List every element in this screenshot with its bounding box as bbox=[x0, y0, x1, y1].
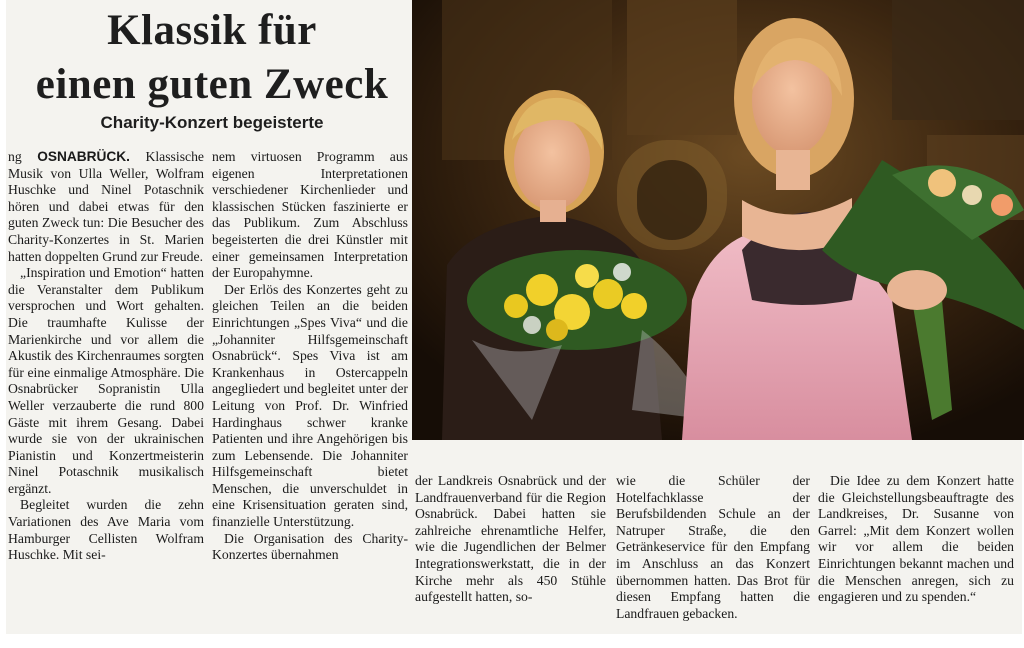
concert-photo-illustration bbox=[412, 0, 1024, 440]
paragraph: Der Erlös des Konzertes geht zu gleichen Teilen an die beiden Einrichtungen „Spes Viva“ und die „Johanniter Hilfsgemeinschaft Osnabrück“. Spes Viva ist am Krankenhaus in Ostercappeln angegliedert und begleitet unter der Leitung von Prof. Dr. Winfried Hardinghaus schwer kranke Patienten und ihre Angehörigen bis zum Lebensende. Die Johanniter Hilfsgemeinschaft bietet Menschen, die unverschuldet in eine Krisensituation geraten sind, finanzielle Unterstützung. bbox=[212, 281, 408, 530]
paragraph: Die Idee zu dem Konzert hatte die Gleichstellungsbeauftragte des Landkreises, Dr. Susanne von Garrel: „Mit dem Konzert wollen wir vor allem die beiden Einrichtungen bekannt machen und die Menschen anregen, sich zu engagieren und zu spenden.“ bbox=[818, 473, 1014, 605]
concert-photo bbox=[412, 0, 1024, 440]
paragraph: nem virtuosen Programm aus eigenen Interpretationen verschiedener Kirchenlieder und klassischen Stücken faszinierte er das Publikum. Zum Abschluss begeisterten die drei Künstler mit einer gemeinsamen Interpretation der Europahymne. bbox=[212, 149, 408, 281]
paragraph bbox=[8, 149, 204, 265]
headline-line-1: Klassik für bbox=[107, 7, 317, 54]
paragraph-text: Klassische Musik von Ulla Weller, Wolfram Huschke und Ninel Potaschnik hören und dabei etwas für den guten Zweck tun: Die Besucher des Charity-Konzertes in St. Marien hatten doppelten Grund zur Freude. bbox=[8, 149, 205, 264]
text-column-5 bbox=[818, 473, 1014, 606]
text-column-1 bbox=[8, 149, 204, 564]
dateline-prefix: ng bbox=[8, 149, 22, 164]
paragraph: wie die Schüler der Hotelfachklasse der Berufsbildenden Schule an der Natruper Straße, die den Getränkeservice für den Empfang im Anschluss an das Konzert übernommen hatten. Das Brot für diesen Empfang hatten die Landfrauen gebacken. bbox=[616, 473, 810, 621]
headline-line-2: einen guten Zweck bbox=[35, 61, 389, 108]
text-column-4 bbox=[616, 473, 810, 622]
paragraph: der Landkreis Osnabrück und der Landfrauenverband für die Region Osnabrück. Dabei hatten sie zahlreiche ehrenamtliche Helfer, wie die Jugendlichen der Belmer Integrationswerkstatt, die in der Kirche mehr als 450 Stühle aufgestellt hatten, so- bbox=[415, 473, 606, 605]
paragraph: Die Organisation des Charity-Konzertes übernahmen bbox=[212, 530, 408, 563]
text-column-3 bbox=[415, 473, 606, 606]
headline bbox=[6, 4, 418, 112]
paragraph: Begleitet wurden die zehn Variationen des Ave Maria vom Hamburger Cellisten Wolfram Huschke. Mit sei- bbox=[8, 497, 204, 563]
subheadline: Charity-Konzert begeisterte bbox=[100, 113, 324, 132]
paragraph: „Inspiration und Emotion“ hatten die Veranstalter dem Publikum versprochen und Wort gehalten. Die traumhafte Kulisse der Marienkirche und vor allem die Akustik des Kirchenraumes sorgten für eine einmalige Atmosphäre. Die Osnabrücker Sopranistin Ulla Weller verzauberte die rund 800 Gäste mit ihrem Gesang. Dabei wurde sie von der ukrainischen Pianistin und Konzertmeisterin Ninel Potaschnik musikalisch ergänzt. bbox=[8, 265, 204, 496]
dateline-city: OSNABRÜCK. bbox=[37, 149, 130, 164]
text-column-2 bbox=[212, 149, 408, 564]
